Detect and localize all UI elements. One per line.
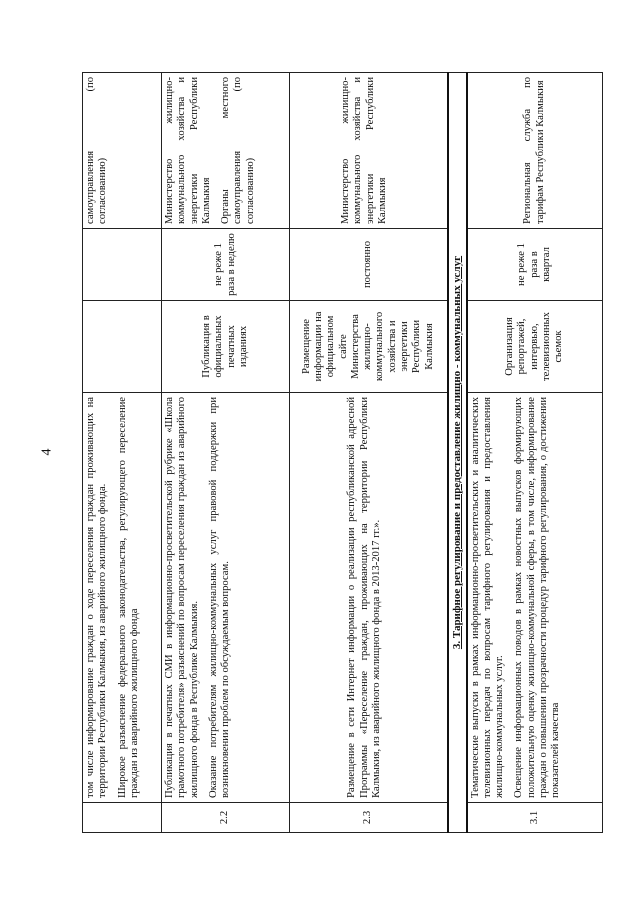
measure-paragraph: Размещение в сети Интернет информации о реализации республиканской адресной Программы «Переселение граждан, проживающих на территории Республики Калмыкия, из аварийного жилищного фонда в 2013-2017 гг.». bbox=[346, 397, 382, 798]
executor-paragraph: самоуправления (по согласованию) bbox=[85, 77, 109, 224]
measure-paragraph: Широкое разъяснение федерального законодательства, регулирующего переселение граждан из аварийного жилищного фонда bbox=[116, 397, 140, 798]
table-row bbox=[467, 73, 603, 833]
executor-cell bbox=[162, 73, 290, 229]
period-cell: не реже 1 раза в неделю bbox=[162, 229, 290, 301]
measure-paragraph: Оказание потребителям жилищно-коммунальных услуг правовой поддержки при возникновении проблем по обсуждаемым вопросам. bbox=[207, 397, 232, 798]
measure-cell bbox=[162, 393, 290, 803]
form-cell: Размещение информации на официальном сайте Министерства жилищно-коммунального хозяйства и энергетики Республики Калмыкия bbox=[290, 301, 448, 393]
measure-cell bbox=[467, 393, 603, 803]
table-row bbox=[290, 73, 448, 833]
form-cell bbox=[83, 301, 162, 393]
executor-paragraph: Министерство жилищно-коммунального хозяйства и энергетики Республики Калмыкия bbox=[340, 77, 389, 224]
table-row bbox=[162, 73, 290, 833]
measure-cell bbox=[290, 393, 448, 803]
form-cell: Организация репортажей, интервью, телевизионных съемок bbox=[467, 301, 603, 393]
measures-table bbox=[82, 72, 603, 833]
executor-cell bbox=[83, 73, 162, 229]
row-number bbox=[83, 803, 162, 833]
page-number: 4 bbox=[39, 448, 55, 456]
section-header-row bbox=[448, 73, 467, 833]
rotated-table-container bbox=[82, 73, 602, 833]
measure-cell bbox=[83, 393, 162, 803]
section-title bbox=[448, 73, 467, 833]
form-cell: Публикация в официальных печатных изданиях bbox=[162, 301, 290, 393]
executor-paragraph: Органы местного самоуправления (по согласованию) bbox=[220, 77, 256, 224]
executor-cell bbox=[290, 73, 448, 229]
period-cell bbox=[83, 229, 162, 301]
executor-cell: Региональная служба по тарифам Республики Калмыкия bbox=[467, 73, 603, 229]
measure-paragraph: Публикация в печатных СМИ в информационно-просветительской рубрике «Школа грамотного потребителя» разъяснений по вопросам переселения граждан из аварийного жилищного фонда в Республике Калмыкия. bbox=[164, 397, 200, 798]
measure-paragraph: Тематические выпуски в рамках информационно-просветительских и аналитических телевизионных передач по вопросам тарифного регулирования и предоставления жилищно-коммунальных услуг. bbox=[469, 397, 506, 798]
measure-paragraph: том числе информирование граждан о ходе переселения граждан проживающих на территории Республики Калмыкия, из аварийного жилищного фонда. bbox=[85, 397, 109, 798]
period-cell: не реже 1 раза в квартал bbox=[467, 229, 603, 301]
period-cell: постоянно bbox=[290, 229, 448, 301]
measure-paragraph: Освещение информационных поводов в рамках новостных выпусков формирующих положительную оценку жилищно-коммунальной сферы, в том числе, информирование граждан о повышении прозрачности процедур тарифного регулирования, о достижении показателей качества bbox=[513, 397, 562, 798]
section-title-text: 3. Тарифное регулирование и предоставление жилищно - коммунальных услуг bbox=[450, 255, 463, 650]
table-row bbox=[83, 73, 162, 833]
row-number: 2.3 bbox=[290, 803, 448, 833]
row-number: 3.1 bbox=[467, 803, 603, 833]
row-number: 2.2 bbox=[162, 803, 290, 833]
executor-paragraph: Министерство жилищно-коммунального хозяйства и энергетики Республики Калмыкия bbox=[164, 77, 212, 224]
